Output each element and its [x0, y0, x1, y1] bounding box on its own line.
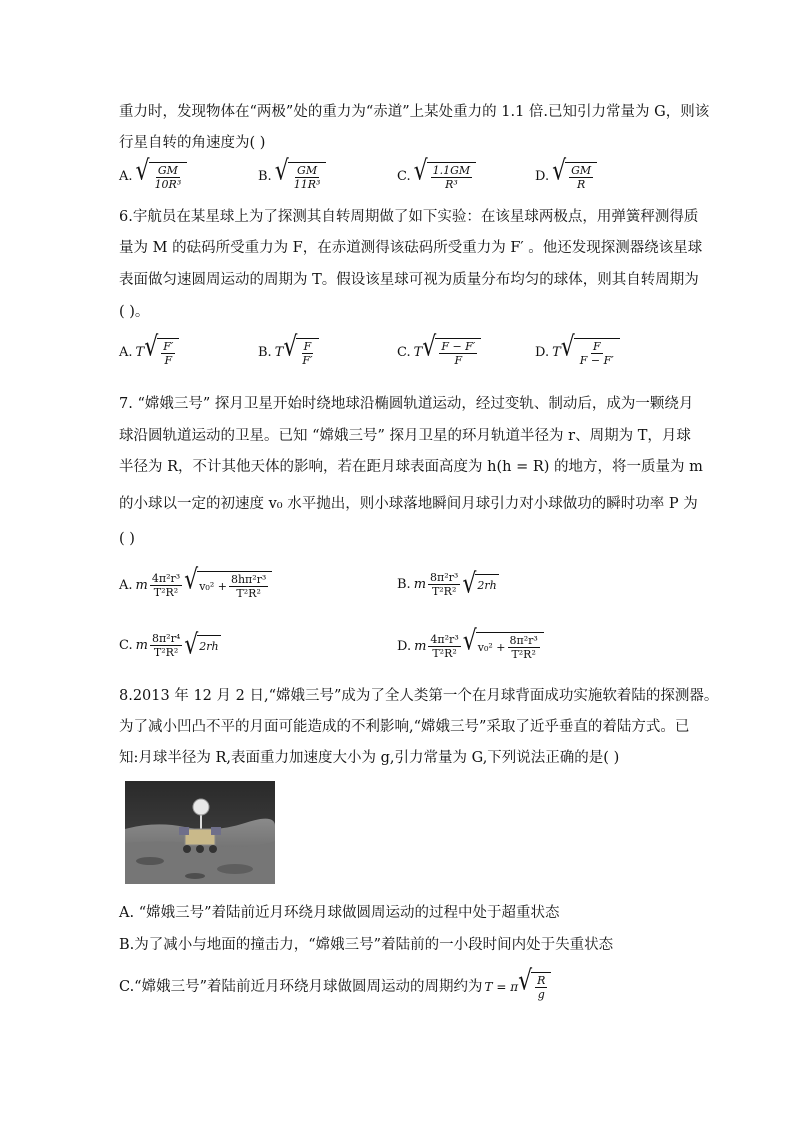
q6-line-4: ( )。 — [119, 304, 150, 320]
q8-option-a[interactable]: A. “嫦娥三号”着陆前近月环绕月球做圆周运动的过程中处于超重状态 — [119, 905, 560, 921]
sqrt-term: 2rh — [477, 578, 497, 592]
q6-line-2: 量为 M 的砝码所受重力为 F，在赤道测得该砝码所受重力为 F′ 。他还发现探测器绕该星球 — [119, 240, 703, 256]
q7-option-d[interactable] — [397, 625, 544, 661]
fraction-denominator: T²R² — [236, 587, 261, 600]
sqrt-symbol: √ $\frac{GM}{R}$ — [552, 162, 597, 191]
option-label: B. — [258, 344, 272, 360]
mass-symbol: m — [413, 576, 427, 592]
q7-line-4: 的小球以一定的初速度 v₀ 水平抛出，则小球落地瞬间月球引力对小球做功的瞬时功率 P 为 — [119, 496, 698, 512]
fraction-denominator: T²R² — [153, 586, 179, 599]
fraction-denominator: F′ — [302, 354, 313, 367]
fraction-denominator: T²R² — [153, 646, 179, 659]
q6-line-1: 6.宇航员在某星球上为了探测其自转周期做了如下实验：在该星球两极点，用弹簧秤测得质 — [119, 209, 699, 225]
fraction-numerator: GM — [157, 164, 178, 177]
sqrt-symbol: √ v₀² + $\frac{\text{8hπ²r³}}{\text{T²R²}}$ — [184, 571, 272, 600]
q6-option-d[interactable] — [535, 331, 620, 367]
q5-option-d[interactable] — [535, 155, 597, 191]
q7-line-1: 7. “嫦娥三号” 探月卫星开始时绕地球沿椭圆轨道运动，经过变轨、制动后，成为一颗绕月 — [119, 396, 694, 412]
sqrt-symbol: √ $\frac{GM}{\text{10R³}}$ — [136, 162, 188, 191]
option-label: A. — [119, 168, 133, 184]
fraction-numerator: 1.1GM — [432, 164, 471, 177]
mass-symbol: m — [414, 638, 427, 654]
q8-line-2: 为了减小凹凸不平的月面可能造成的不利影响,“嫦娥三号”采取了近乎垂直的着陆方式。已 — [119, 719, 690, 735]
q7-option-b[interactable] — [397, 568, 499, 600]
q8-option-b[interactable]: B.为了减小与地面的撞击力，“嫦娥三号”着陆前的一小段时间内处于失重状态 — [119, 937, 614, 953]
option-label: D. — [535, 344, 550, 360]
option-label: A. — [119, 577, 133, 593]
q6-option-b[interactable] — [258, 331, 319, 367]
fraction-denominator: 10R³ — [154, 178, 182, 191]
option-label: B. — [258, 168, 272, 184]
sqrt-term: v₀² + — [199, 579, 227, 593]
option-label: B. — [397, 576, 411, 592]
fraction-denominator: F — [454, 354, 463, 367]
q5-line-2: 行星自转的角速度为( ) — [119, 135, 266, 151]
fraction-numerator: F — [592, 340, 601, 353]
sqrt-term: v₀² + — [477, 640, 506, 654]
mass-symbol: m — [135, 637, 148, 653]
option-prefix: T — [274, 344, 284, 360]
fraction-numerator: 8hπ²r³ — [230, 573, 267, 586]
fraction-numerator: 8π²r⁴ — [151, 632, 181, 645]
sqrt-symbol: √ 2rh — [462, 568, 497, 600]
q5-line-1: 重力时，发现物体在“两极”处的重力为“赤道”上某处重力的 1.1 倍.已知引力常量为 G，则该 — [119, 104, 710, 120]
fraction-denominator: T²R² — [431, 585, 457, 598]
option-prefix: T — [135, 344, 145, 360]
fraction-numerator: F′ — [163, 340, 174, 353]
fraction-numerator: F − F′ — [441, 340, 476, 353]
fraction-numerator: 8π²r³ — [430, 571, 459, 584]
option-label: C. — [397, 344, 411, 360]
fraction-numerator: GM — [297, 164, 318, 177]
q8-line-3: 知:月球半径为 R,表面重力加速度大小为 g,引力常量为 G,下列说法正确的是( ) — [119, 750, 620, 766]
fraction-numerator: GM — [571, 164, 592, 177]
q5-option-a[interactable] — [119, 155, 187, 191]
sqrt-symbol: √ $\frac{1.1GM}{\text{R³}}$ — [414, 162, 477, 191]
q8-option-c[interactable] — [119, 965, 551, 1001]
sqrt-symbol: √ v₀² + $\frac{\text{8π²r³}}{\text{T²R²}}$ — [463, 632, 544, 661]
option-label: D. — [535, 168, 550, 184]
fraction-numerator: 4π²r³ — [430, 633, 459, 646]
sqrt-symbol: √ $\frac{F}{F - F'}$ — [561, 338, 620, 367]
moon-surface-image — [125, 781, 275, 884]
q7-option-a[interactable] — [119, 564, 272, 600]
option-prefix: T — [552, 344, 561, 360]
option-label: A. — [119, 344, 133, 360]
fraction-denominator: T²R² — [432, 647, 457, 660]
mass-symbol: m — [135, 577, 148, 593]
lunar-rover-photo — [125, 781, 275, 884]
sqrt-symbol: √ 2rh — [184, 629, 219, 661]
sqrt-symbol: √ $\frac{F'}{F}$ — [144, 338, 179, 367]
q5-option-b[interactable] — [258, 155, 326, 191]
sqrt-symbol: √ $\frac{F}{F'}$ — [283, 338, 318, 367]
fraction-denominator: F − F′ — [579, 354, 614, 367]
q7-option-c[interactable] — [119, 629, 221, 661]
fraction-denominator: F — [164, 354, 173, 367]
q6-option-a[interactable] — [119, 331, 179, 367]
q7-line-3: 半径为 R，不计其他天体的影响，若在距月球表面高度为 h(h = R) 的地方，将一质量为 m — [119, 459, 703, 475]
option-label: C. — [397, 168, 411, 184]
option-label: D. — [397, 638, 412, 654]
q6-line-3: 表面做匀速圆周运动的周期为 T。假设该星球可视为质量分布均匀的球体，则其自转周期为 — [119, 272, 699, 288]
fraction-denominator: R³ — [445, 178, 458, 191]
fraction-numerator: 8π²r³ — [509, 634, 538, 647]
fraction-denominator: g — [537, 988, 545, 1001]
q8-line-1: 8.2013 年 12 月 2 日,“嫦娥三号”成为了全人类第一个在月球背面成功实施软着陆的探测器。 — [119, 688, 719, 704]
fraction-denominator: T²R² — [511, 648, 536, 661]
q5-option-c[interactable] — [397, 155, 476, 191]
fraction-numerator: R — [537, 974, 546, 987]
fraction-denominator: 11R³ — [293, 178, 321, 191]
sqrt-symbol: √ $\frac{GM}{\text{11R³}}$ — [275, 162, 327, 191]
option-prefix: T — [413, 344, 423, 360]
option-c-text: C.“嫦娥三号”着陆前近月环绕月球做圆周运动的周期约为 — [119, 978, 483, 995]
sqrt-term: 2rh — [199, 639, 219, 653]
option-label: C. — [119, 637, 133, 653]
q7-line-2: 球沿圆轨道运动的卫星。已知 “嫦娥三号” 探月卫星的环月轨道半径为 r、周期为 T，月球 — [119, 428, 691, 444]
q6-option-c[interactable] — [397, 331, 481, 367]
fraction-denominator: R — [577, 178, 586, 191]
period-formula-lhs: T = π — [484, 979, 519, 994]
sqrt-symbol: √ $\frac{F - F'}{F}$ — [422, 338, 481, 367]
q7-line-5: ( ) — [119, 531, 135, 547]
sqrt-symbol: √ $\frac{R}{g}$ — [518, 972, 551, 1001]
fraction-numerator: 4π²r³ — [151, 572, 181, 585]
fraction-numerator: F — [303, 340, 312, 353]
